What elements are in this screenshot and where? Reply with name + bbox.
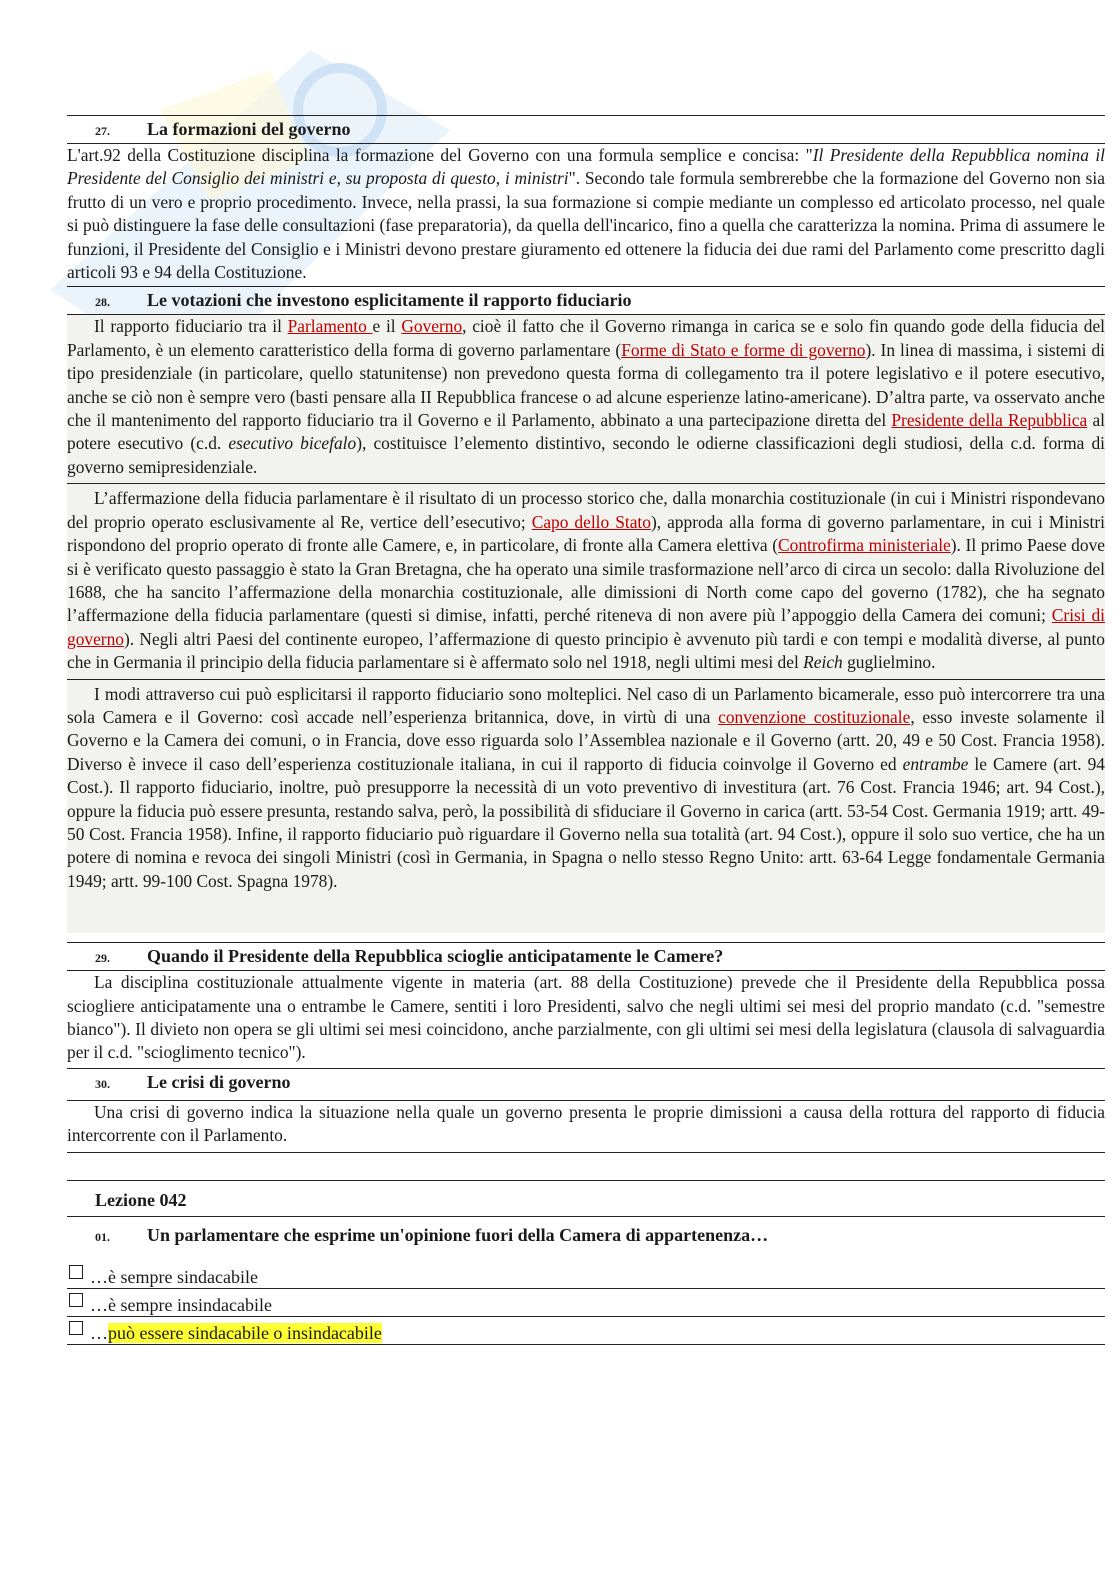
question-number: 28.: [95, 295, 110, 310]
link-parlamento[interactable]: Parlamento: [287, 316, 373, 337]
answer-highlight: può essere sindacabile o insindacabile: [108, 1322, 382, 1343]
checkbox-icon[interactable]: [69, 1265, 83, 1279]
paragraph-divider: [67, 679, 1105, 680]
link-controfirma-ministeriale[interactable]: Controfirma ministeriale: [778, 535, 951, 556]
link-capo-dello-stato[interactable]: Capo dello Stato: [531, 511, 651, 532]
question-title: Un parlamentare che esprime un'opinione fuori della Camera di appartenenza…: [147, 1224, 769, 1245]
answer-block-28: [67, 315, 1105, 933]
answer-paragraph-29: La disciplina costituzionale attualmente vigente in materia (art. 88 della Costituzione) prevede che il Presidente della Repubblica possa sciogliere anticipatamente una o entrambe le Camere, sentiti i loro Presidenti, salvo che negli ultimi sei mesi del proprio mandato (c.d. "semestre bianco"). Il divieto non opera se gli ultimi sei mesi coincidono, anche parzialmente, con gli ultimi sei mesi della legislatura (clausola di salvaguardia per il c.d. "scioglimento tecnico").: [67, 972, 1105, 1063]
checkbox-icon[interactable]: [69, 1293, 83, 1307]
question-title: Le votazioni che investono esplicitamente il rapporto fiduciario: [147, 290, 632, 311]
option-label: …è sempre sindacabile: [90, 1266, 258, 1287]
option-label: …può essere sindacabile o insindacabile: [90, 1322, 382, 1343]
question-title: La formazioni del governo: [147, 119, 351, 139]
answer-paragraph: L’affermazione della fiducia parlamentare è il risultato di un processo storico che, dalla monarchia costituzionale (in cui i Ministri rispondevano del proprio operato esclusivamente al Re, vertice dell’esecutivo; Capo dello Stato), approda alla forma di governo parlamentare, in cui i Ministri rispondono del proprio operato di fronte alle Camere, e, in particolare, di fronte alla Camera elettiva (Controfirma ministeriale). Il primo Paese dove si è verificato questo passaggio è stato la Gran Bretagna, che ha operato una simile trasformazione nell’arco di circa un secolo: dalla Rivoluzione del 1688, che ha sancito l’affermazione della monarchia costituzionale, alle dimissioni di North come capo del governo (1782), che ha segnato l’affermazione della fiducia parlamentare (questi si dimise, infatti, perché riteneva di non avere più l’appoggio della Camera dei comuni; Crisi di governo). Negli altri Paesi del continente europeo, l’affermazione di questo principio è avvenuto più tardi e con tempi e modalità diverse, al punto che in Germania il principio della fiducia parlamentare si è affermato solo nel 1918, negli ultimi mesi del Reich guglielmino.: [67, 488, 1105, 673]
question-number: 30.: [95, 1076, 110, 1091]
section-divider: [67, 1068, 1105, 1069]
question-number: 27.: [95, 124, 110, 138]
document-page: [67, 0, 1105, 1345]
lesson-title: Lezione 042: [95, 1189, 187, 1210]
link-forme-di-stato[interactable]: Forme di Stato e forme di governo: [621, 339, 866, 360]
answer-paragraph-27: L'art.92 della Costituzione disciplina la formazione del Governo con una formula semplice e concisa: "Il Presidente della Repubblica nomina il Presidente del Consiglio dei ministri e, su proposta di questo, i ministri". Secondo tale formula sembrerebbe che la formazione del Governo non sia frutto di un vero e proprio procedimento. Invece, nella prassi, la sua formazione si compie mediante un complesso ed articolato processo, nel quale si può distinguere la fase delle consultazioni (fase preparatoria), da quella dell'incarico, fino a quella che caratterizza la nomina. Prima di assumere le funzioni, il Presidente del Consiglio e i Ministri devono prestare giuramento ed ottenere la fiducia dei due rami del Parlamento come prescritto dagli articoli 93 e 94 della Costituzione.: [67, 145, 1105, 283]
quiz-question-header: [67, 1225, 1105, 1255]
question-header-27: [67, 119, 1105, 143]
section-divider: [67, 115, 1105, 116]
link-presidente-repubblica[interactable]: Presidente della Repubblica: [891, 410, 1088, 431]
paragraph-divider: [67, 483, 1105, 484]
answer-paragraph: Il rapporto fiduciario tra il Parlamento e il Governo, cioè il fatto che il Governo rimanga in carica se e solo fin quando gode della fiducia del Parlamento, è un elemento caratteristico della forma di governo parlamentare (Forme di Stato e forme di governo). In linea di massima, i sistemi di tipo presidenziale (in particolare, quello statunitense) non prevedono questa forma di collegamento tra il potere legislativo e il potere esecutivo, anche se ciò non è sempre vero (basti pensare alla II Repubblica francese o ad alcune esperienze latino-americane). D’altra parte, va osservato anche che il mantenimento del rapporto fiduciario tra il Governo e il Parlamento, abbinato a una partecipazione diretta del Presidente della Repubblica al potere esecutivo (c.d. esecutivo bicefalo), costituisce l’elemento distintivo, secondo le odierne classificazioni degli studiosi, della c.d. forma di governo semipresidenziale.: [67, 316, 1106, 477]
link-convenzione-costituzionale[interactable]: convenzione costituzionale: [718, 706, 911, 727]
question-title: Le crisi di governo: [147, 1071, 291, 1092]
checkbox-icon[interactable]: [69, 1321, 83, 1335]
question-number: 29.: [95, 951, 110, 966]
question-title: Quando il Presidente della Repubblica scioglie anticipatamente le Camere?: [147, 946, 724, 967]
quiz-option-2[interactable]: [67, 1289, 1105, 1317]
answer-paragraph: I modi attraverso cui può esplicitarsi il rapporto fiduciario sono molteplici. Nel caso di un Parlamento bicamerale, esso può intercorrere tra una sola Camera e il Governo: così accade nell’esperienza britannica, dove, in virtù di una convenzione costituzionale, esso investe solamente il Governo e la Camera dei comuni, o in Francia, dove esso riguarda solo l’Assemblea nazionale e il Governo (artt. 20, 49 e 50 Cost. Francia 1958). Diverso è invece il caso dell’esperienza costituzionale italiana, in cui il rapporto di fiducia coinvolge il Governo ed entrambe le Camere (art. 94 Cost.). Il rapporto fiduciario, inoltre, può presupporre la necessità di un voto preventivo di investitura (art. 76 Cost. Francia 1946; art. 94 Cost.), oppure la fiducia può essere presunta, restando salva, però, la possibilità di sfiduciare il Governo in carica (artt. 53-54 Cost. Germania 1919; artt. 49-50 Cost. Francia 1958). Infine, il rapporto fiduciario può riguardare il Governo nella sua totalità (art. 94 Cost.), oppure il solo suo vertice, che ha un potere di nomina e revoca dei singoli Ministri (così in Germania, in Spagna o nello stesso Regno Unito: artt. 63-64 Legge fondamentale Germania 1949; artt. 99-100 Cost. Spagna 1978).: [67, 683, 1106, 891]
link-governo[interactable]: Governo: [401, 316, 463, 337]
quiz-option-1[interactable]: [67, 1261, 1105, 1289]
answer-paragraph-30: Una crisi di governo indica la situazione nella quale un governo presenta le proprie dimissioni a causa della rottura del rapporto di fiducia intercorrente con il Parlamento.: [67, 1101, 1105, 1146]
option-label: …è sempre insindacabile: [90, 1294, 272, 1315]
question-header-28: [67, 290, 1105, 314]
question-header-30: [67, 1072, 1105, 1100]
section-divider: [67, 1216, 1105, 1217]
link-crisi-di-governo[interactable]: Crisi di governo: [67, 605, 1105, 649]
section-divider: [67, 1152, 1105, 1153]
quiz-option-3[interactable]: [67, 1317, 1105, 1345]
question-number: 01.: [95, 1229, 110, 1244]
question-header-29: [67, 946, 1105, 970]
section-divider: [67, 286, 1105, 287]
section-divider: [67, 942, 1105, 943]
